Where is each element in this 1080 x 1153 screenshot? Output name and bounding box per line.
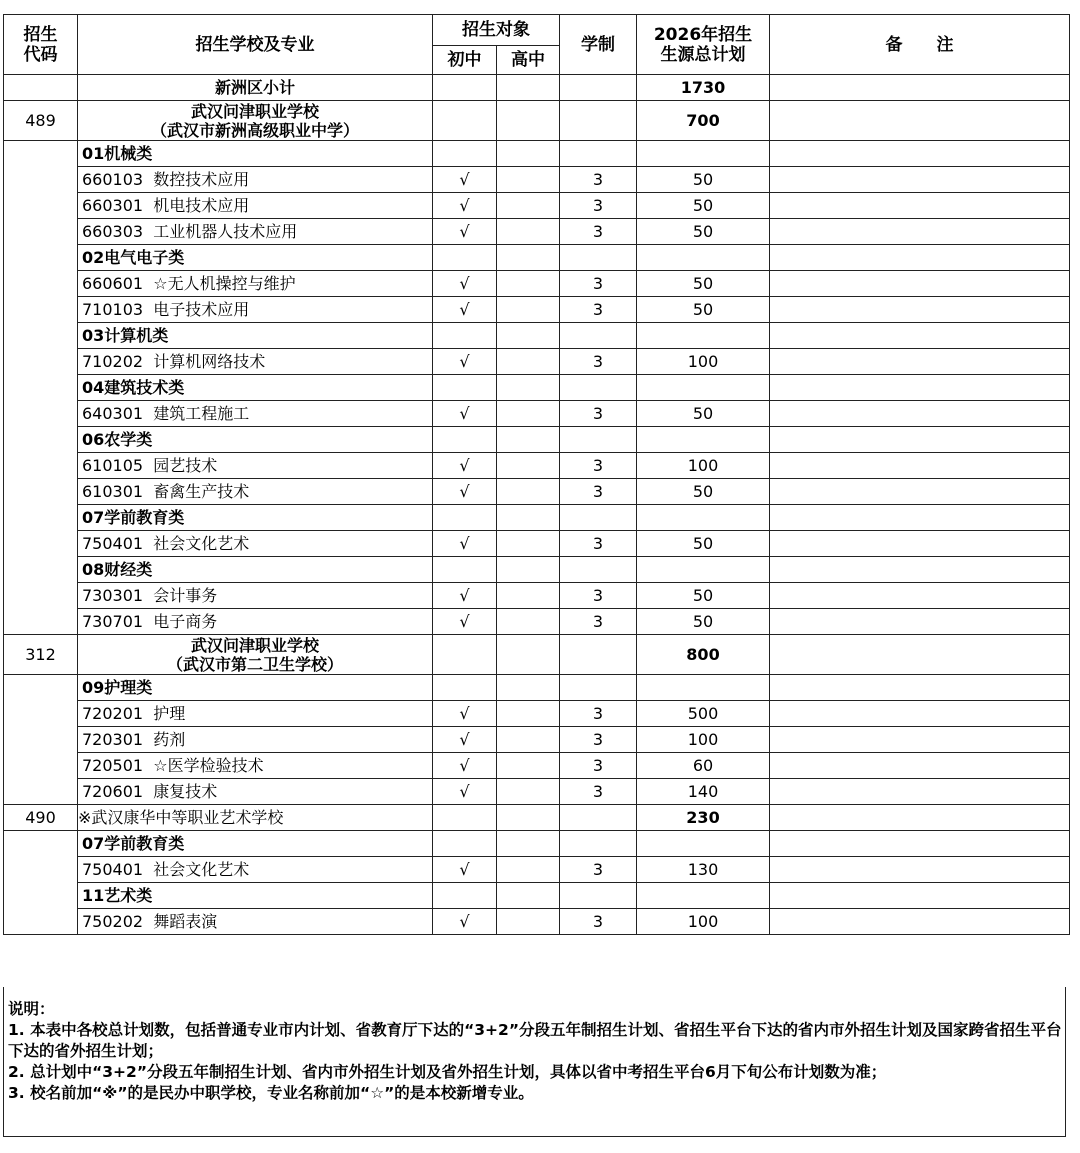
category-duration-cell: [560, 883, 637, 909]
major-junior-check: √: [433, 167, 497, 193]
school-code: 489: [4, 101, 78, 141]
major-duration: 3: [560, 909, 637, 935]
major-senior-cell: [497, 193, 560, 219]
major-row: [4, 753, 1070, 779]
major-plan: 100: [637, 349, 770, 375]
enrollment-plan-table: [3, 14, 1070, 935]
major-remarks-cell: [770, 609, 1070, 635]
subtotal-duration-cell: [560, 75, 637, 101]
major-plan: 50: [637, 609, 770, 635]
major-junior-check: √: [433, 701, 497, 727]
major-junior-check: √: [433, 909, 497, 935]
major-remarks-cell: [770, 779, 1070, 805]
major-senior-cell: [497, 219, 560, 245]
category-plan-cell: [637, 245, 770, 271]
major-senior-cell: [497, 909, 560, 935]
major-name: 750401 社会文化艺术: [78, 857, 433, 883]
major-remarks-cell: [770, 349, 1070, 375]
major-senior-cell: [497, 167, 560, 193]
school-senior-cell: [497, 101, 560, 141]
subtotal-row: [4, 75, 1070, 101]
category-name: 01机械类: [78, 141, 433, 167]
major-name: 720601 康复技术: [78, 779, 433, 805]
major-plan: 50: [637, 531, 770, 557]
major-junior-check: √: [433, 583, 497, 609]
category-row: [4, 323, 1070, 349]
note-item: 3. 校名前加“※”的是民办中职学校，专业名称前加“☆”的是本校新增专业。: [8, 1084, 534, 1102]
major-row: [4, 167, 1070, 193]
major-senior-cell: [497, 779, 560, 805]
category-plan-cell: [637, 675, 770, 701]
major-row: [4, 727, 1070, 753]
subtotal-senior-cell: [497, 75, 560, 101]
major-senior-cell: [497, 727, 560, 753]
category-senior-cell: [497, 141, 560, 167]
major-duration: 3: [560, 531, 637, 557]
category-plan-cell: [637, 557, 770, 583]
school-code: 312: [4, 635, 78, 675]
note-item: 1. 本表中各校总计划数，包括普通专业市内计划、省教育厅下达的“3+2”分段五年制招生计划、省招生平台下达的省内市外招生计划及国家跨省招生平台下达的省外招生计划；: [8, 1021, 1062, 1060]
major-remarks-cell: [770, 753, 1070, 779]
category-senior-cell: [497, 831, 560, 857]
major-duration: 3: [560, 297, 637, 323]
school-name: 武汉问津职业学校: [190, 101, 319, 121]
major-row: [4, 297, 1070, 323]
major-row: [4, 401, 1070, 427]
category-duration-cell: [560, 375, 637, 401]
category-plan-cell: [637, 141, 770, 167]
major-junior-check: √: [433, 857, 497, 883]
major-name: 660303 工业机器人技术应用: [78, 219, 433, 245]
category-plan-cell: [637, 427, 770, 453]
category-duration-cell: [560, 427, 637, 453]
header-plan: 2026年招生生源总计划: [637, 15, 770, 75]
major-junior-check: √: [433, 401, 497, 427]
category-name: 04建筑技术类: [78, 375, 433, 401]
major-name: 720501 ☆医学检验技术: [78, 753, 433, 779]
major-junior-check: √: [433, 219, 497, 245]
category-senior-cell: [497, 883, 560, 909]
subtotal-remarks-cell: [770, 75, 1070, 101]
major-junior-check: √: [433, 727, 497, 753]
category-row: [4, 245, 1070, 271]
major-remarks-cell: [770, 583, 1070, 609]
major-name: 610105 园艺技术: [78, 453, 433, 479]
category-plan-cell: [637, 831, 770, 857]
major-junior-check: √: [433, 753, 497, 779]
category-duration-cell: [560, 245, 637, 271]
major-remarks-cell: [770, 297, 1070, 323]
category-name: 03计算机类: [78, 323, 433, 349]
category-remarks-cell: [770, 323, 1070, 349]
major-row: [4, 453, 1070, 479]
school-total: 800: [637, 635, 770, 675]
school-duration-cell: [560, 101, 637, 141]
school-name-cell: [78, 101, 433, 141]
category-duration-cell: [560, 323, 637, 349]
school-code-span-cell: [4, 675, 78, 805]
major-remarks-cell: [770, 857, 1070, 883]
major-duration: 3: [560, 701, 637, 727]
major-junior-check: √: [433, 479, 497, 505]
school-row: [4, 805, 1070, 831]
header-senior: 高中: [497, 46, 560, 75]
category-senior-cell: [497, 505, 560, 531]
major-remarks-cell: [770, 271, 1070, 297]
category-name: 08财经类: [78, 557, 433, 583]
category-name: 11艺术类: [78, 883, 433, 909]
major-plan: 500: [637, 701, 770, 727]
major-duration: 3: [560, 753, 637, 779]
major-junior-check: √: [433, 271, 497, 297]
category-remarks-cell: [770, 375, 1070, 401]
subtotal-junior-cell: [433, 75, 497, 101]
category-remarks-cell: [770, 883, 1070, 909]
major-row: [4, 701, 1070, 727]
major-name: 720301 药剂: [78, 727, 433, 753]
major-duration: 3: [560, 857, 637, 883]
header-school-major: 招生学校及专业: [78, 15, 433, 75]
school-remarks-cell: [770, 805, 1070, 831]
header-code: 招生代码: [4, 15, 78, 75]
major-name: 710103 电子技术应用: [78, 297, 433, 323]
major-duration: 3: [560, 727, 637, 753]
major-junior-check: √: [433, 779, 497, 805]
major-plan: 50: [637, 297, 770, 323]
school-code: 490: [4, 805, 78, 831]
header-junior: 初中: [433, 46, 497, 75]
major-duration: 3: [560, 479, 637, 505]
major-plan: 130: [637, 857, 770, 883]
category-junior-cell: [433, 831, 497, 857]
major-plan: 100: [637, 453, 770, 479]
major-senior-cell: [497, 857, 560, 883]
major-plan: 100: [637, 909, 770, 935]
school-total: 700: [637, 101, 770, 141]
school-remarks-cell: [770, 635, 1070, 675]
category-row: [4, 675, 1070, 701]
major-duration: 3: [560, 219, 637, 245]
category-row: [4, 831, 1070, 857]
category-junior-cell: [433, 323, 497, 349]
school-name-cell: [78, 635, 433, 675]
major-row: [4, 193, 1070, 219]
major-senior-cell: [497, 531, 560, 557]
major-junior-check: √: [433, 453, 497, 479]
major-duration: 3: [560, 453, 637, 479]
subtotal-code-cell: [4, 75, 78, 101]
major-junior-check: √: [433, 349, 497, 375]
category-junior-cell: [433, 375, 497, 401]
note-item: 2. 总计划中“3+2”分段五年制招生计划、省内市外招生计划及省外招生计划，具体以省中考招生平台6月下旬公布计划数为准；: [8, 1063, 887, 1081]
subtotal-total: 1730: [637, 75, 770, 101]
major-remarks-cell: [770, 219, 1070, 245]
header-duration: 学制: [560, 15, 637, 75]
category-name: 06农学类: [78, 427, 433, 453]
school-name: 武汉问津职业学校: [190, 635, 319, 655]
major-plan: 50: [637, 401, 770, 427]
major-remarks-cell: [770, 701, 1070, 727]
major-row: [4, 349, 1070, 375]
major-plan: 100: [637, 727, 770, 753]
category-plan-cell: [637, 323, 770, 349]
category-row: [4, 375, 1070, 401]
major-plan: 60: [637, 753, 770, 779]
major-plan: 50: [637, 271, 770, 297]
category-row: [4, 883, 1070, 909]
major-duration: 3: [560, 167, 637, 193]
major-duration: 3: [560, 349, 637, 375]
major-row: [4, 479, 1070, 505]
school-row: [4, 101, 1070, 141]
major-junior-check: √: [433, 297, 497, 323]
major-senior-cell: [497, 609, 560, 635]
category-plan-cell: [637, 505, 770, 531]
category-row: [4, 557, 1070, 583]
school-total: 230: [637, 805, 770, 831]
category-duration-cell: [560, 557, 637, 583]
major-name: 730701 电子商务: [78, 609, 433, 635]
category-junior-cell: [433, 427, 497, 453]
major-senior-cell: [497, 271, 560, 297]
major-duration: 3: [560, 401, 637, 427]
category-name: 07学前教育类: [78, 831, 433, 857]
category-row: [4, 505, 1070, 531]
major-senior-cell: [497, 583, 560, 609]
category-name: 02电气电子类: [78, 245, 433, 271]
major-name: 660103 数控技术应用: [78, 167, 433, 193]
school-row: [4, 635, 1070, 675]
major-remarks-cell: [770, 193, 1070, 219]
major-row: [4, 857, 1070, 883]
major-senior-cell: [497, 297, 560, 323]
header-remarks: 备 注: [770, 15, 1070, 75]
category-remarks-cell: [770, 427, 1070, 453]
category-duration-cell: [560, 505, 637, 531]
category-duration-cell: [560, 141, 637, 167]
school-junior-cell: [433, 635, 497, 675]
school-junior-cell: [433, 805, 497, 831]
major-senior-cell: [497, 701, 560, 727]
school-code-span-cell: [4, 831, 78, 935]
school-duration-cell: [560, 635, 637, 675]
major-name: 750202 舞蹈表演: [78, 909, 433, 935]
category-remarks-cell: [770, 557, 1070, 583]
category-duration-cell: [560, 675, 637, 701]
subtotal-label: 新洲区小计: [78, 75, 433, 101]
major-plan: 50: [637, 219, 770, 245]
category-row: [4, 427, 1070, 453]
category-remarks-cell: [770, 245, 1070, 271]
school-senior-cell: [497, 635, 560, 675]
major-plan: 50: [637, 193, 770, 219]
major-remarks-cell: [770, 479, 1070, 505]
notes-title: 说明：: [8, 1000, 55, 1018]
major-row: [4, 609, 1070, 635]
major-name: 610301 畜禽生产技术: [78, 479, 433, 505]
major-remarks-cell: [770, 401, 1070, 427]
category-junior-cell: [433, 557, 497, 583]
major-row: [4, 583, 1070, 609]
major-duration: 3: [560, 271, 637, 297]
category-junior-cell: [433, 505, 497, 531]
major-name: 710202 计算机网络技术: [78, 349, 433, 375]
school-duration-cell: [560, 805, 637, 831]
category-name: 09护理类: [78, 675, 433, 701]
major-duration: 3: [560, 609, 637, 635]
category-senior-cell: [497, 375, 560, 401]
category-junior-cell: [433, 883, 497, 909]
category-junior-cell: [433, 675, 497, 701]
major-duration: 3: [560, 193, 637, 219]
major-junior-check: √: [433, 531, 497, 557]
major-name: 640301 建筑工程施工: [78, 401, 433, 427]
category-remarks-cell: [770, 141, 1070, 167]
category-senior-cell: [497, 245, 560, 271]
category-junior-cell: [433, 245, 497, 271]
category-junior-cell: [433, 141, 497, 167]
category-remarks-cell: [770, 831, 1070, 857]
major-plan: 50: [637, 479, 770, 505]
major-row: [4, 271, 1070, 297]
major-senior-cell: [497, 479, 560, 505]
school-name-cell: [78, 805, 433, 831]
major-remarks-cell: [770, 453, 1070, 479]
major-remarks-cell: [770, 531, 1070, 557]
major-senior-cell: [497, 401, 560, 427]
major-remarks-cell: [770, 727, 1070, 753]
major-name: 750401 社会文化艺术: [78, 531, 433, 557]
major-name: 660301 机电技术应用: [78, 193, 433, 219]
major-plan: 140: [637, 779, 770, 805]
major-name: 720201 护理: [78, 701, 433, 727]
school-code-span-cell: [4, 141, 78, 635]
category-row: [4, 141, 1070, 167]
major-row: [4, 219, 1070, 245]
notes-section: [3, 987, 1066, 1137]
category-senior-cell: [497, 323, 560, 349]
school-alias: （武汉市新洲高级职业中学）: [150, 120, 359, 140]
major-duration: 3: [560, 779, 637, 805]
major-senior-cell: [497, 453, 560, 479]
school-junior-cell: [433, 101, 497, 141]
header-target: 招生对象: [433, 15, 560, 46]
category-duration-cell: [560, 831, 637, 857]
major-junior-check: √: [433, 609, 497, 635]
category-senior-cell: [497, 557, 560, 583]
category-name: 07学前教育类: [78, 505, 433, 531]
major-junior-check: √: [433, 193, 497, 219]
major-remarks-cell: [770, 167, 1070, 193]
major-row: [4, 909, 1070, 935]
category-senior-cell: [497, 427, 560, 453]
major-senior-cell: [497, 753, 560, 779]
major-row: [4, 779, 1070, 805]
major-name: 660601 ☆无人机操控与维护: [78, 271, 433, 297]
category-plan-cell: [637, 375, 770, 401]
school-remarks-cell: [770, 101, 1070, 141]
major-row: [4, 531, 1070, 557]
major-name: 730301 会计事务: [78, 583, 433, 609]
school-senior-cell: [497, 805, 560, 831]
major-senior-cell: [497, 349, 560, 375]
major-plan: 50: [637, 167, 770, 193]
category-plan-cell: [637, 883, 770, 909]
major-duration: 3: [560, 583, 637, 609]
school-alias: （武汉市第二卫生学校）: [166, 654, 343, 674]
category-remarks-cell: [770, 675, 1070, 701]
major-remarks-cell: [770, 909, 1070, 935]
category-senior-cell: [497, 675, 560, 701]
major-plan: 50: [637, 583, 770, 609]
category-remarks-cell: [770, 505, 1070, 531]
school-name: ※武汉康华中等职业艺术学校: [78, 807, 284, 827]
